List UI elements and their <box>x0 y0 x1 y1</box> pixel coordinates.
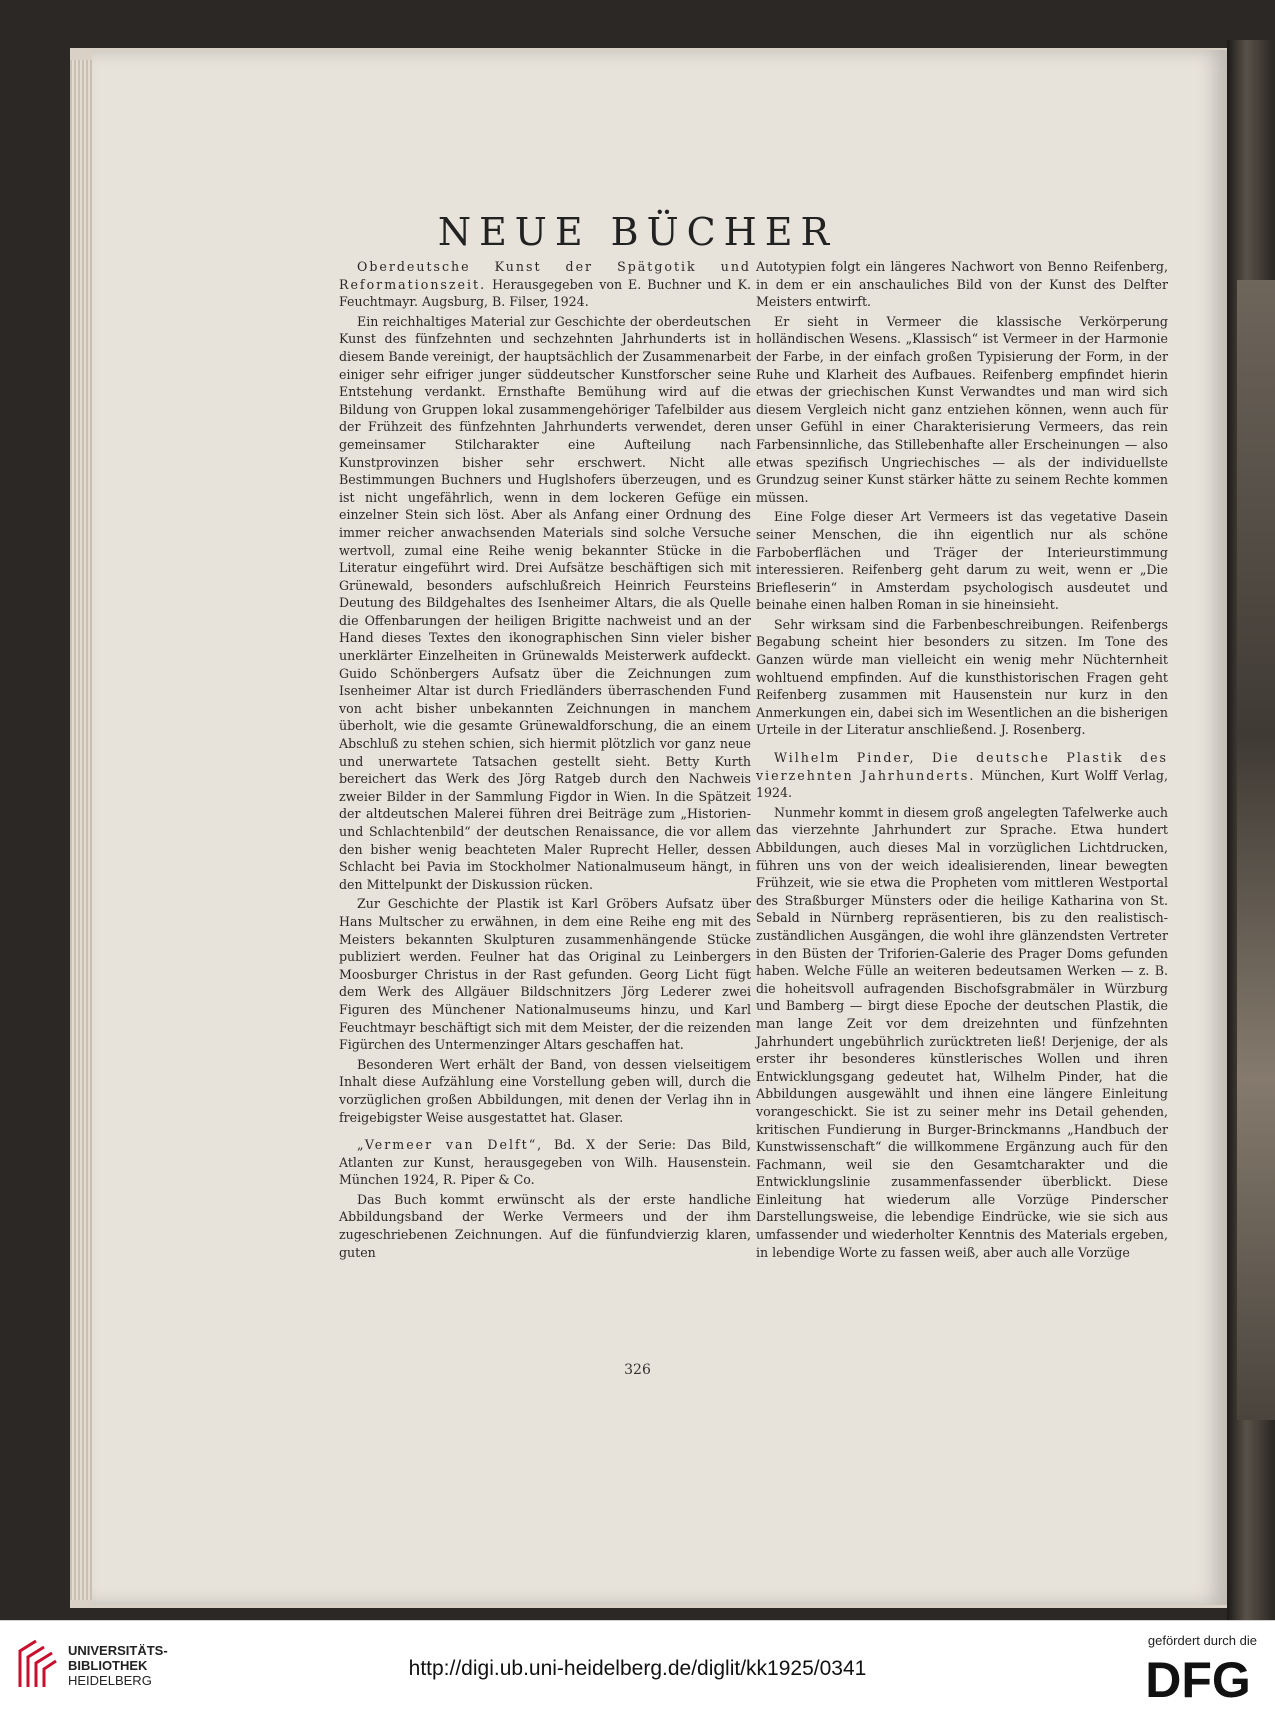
paragraph-text: Er sieht in Vermeer die klassische Verkörperung holländischen Wesens. „Klassisch“ ist Vermeer in der Harmonie der Farbe, in der einfach großen Typisierung der Form, in der Ruhe und Klarheit des Aufbaues. Reifenberg empfindet hierin etwas der griechischen Kunst Verwandtes und man wird sich diesem Vergleich nicht ganz entziehen können, wenn auch für unser Gefühl in einer Charakterisierung Vermeers, das rein Farbensinnliche, das Stillebenhafte aller Erscheinungen — also etwas spezifisch Ungriechisches — als der individuellste Grundzug seiner Kunst stärker hätte zu seinem Rechte kommen müssen. <box>756 313 1168 505</box>
paragraph <box>339 1056 751 1126</box>
facing-page-photo <box>1237 280 1275 1420</box>
institution-line-2: BIBLIOTHEK <box>68 1658 148 1673</box>
footer-bar <box>0 1620 1275 1713</box>
dfg-logo-text: DFG <box>1145 1653 1251 1703</box>
paragraph <box>339 258 751 311</box>
paragraph-text: Ein reichhaltiges Material zur Geschichte der oberdeutschen Kunst des fünfzehnten und sechzehnten Jahrhunderts ist in diesem Bande vereinigt, der hauptsächlich der Zusammenarbeit einiger sehr eifriger junger süddeutscher Kunstforscher seine Entstehung verdankt. Ernsthafte Bemühung wird auf die Bildung von Gruppen lokal zusammengehöriger Tafelbilder aus der Frühzeit des fünfzehnten Jahrhunderts verwendet, deren gemeinsamer Stilcharakter eine Aufteilung nach Kunstprovinzen bisher sehr erschwert. Nicht alle Bestimmungen Buchners und Huglshofers überzeugen, und es ist nicht ungefährlich, wenn in dem lockeren Gefüge ein einzelner Stein sich löst. Aber als Anfang einer Ordnung des immer reicher anwachsenden Materials sind solche Versuche wertvoll, zumal eine Reihe wenig bekannter Stücke in die Literatur eingeführt wird. Drei Aufsätze beschäftigen sich mit Grünewald, besonders aufschlußreich Heinrich Feursteins Deutung des Bildgehaltes des Isenheimer Altars, die als Quelle die Offenbarungen der heiligen Brigitte nachweist und an der Hand dieses Textes den ikonographischen Sinn vieler bisher unerklärter Einzelheiten in Grünewalds Meisterwerk aufdeckt. Guido Schönbergers Aufsatz über die Zeichnungen zum Isenheimer Altar ist durch Friedländers überraschenden Fund von acht bisher unbekannten Zeichnungen in manchem überholt, wie die gesamte Grünewaldforschung, die an einem Abschluß zu stehen schien, sich hiermit plötzlich vor ganz neue und unerwartete Tatsachen gestellt sieht. Betty Kurth bereichert das Werk des Jörg Ratgeb durch den Nachweis zweier Bilder in der Sammlung Figdor in Wien. In die Spätzeit der altdeutschen Malerei führen drei Beiträge zum „Historien- und Schlachtenbild“ der deutschen Renaissance, die vor allem den bisher wenig beachteten Maler Ruprecht Heller, dessen Schlacht bei Pavia im Stockholmer Nationalmuseum hängt, in den Mittelpunkt der Diskussion rücken. <box>339 313 751 892</box>
paragraph-text: Nunmehr kommt in diesem groß angelegten Tafelwerke auch das vierzehnte Jahrhundert zur Sprache. Etwa hundert Abbildungen, auch dieses Mal in vorzüglichen Lichtdrucken, führen uns von der weich idealisierenden, linear bewegten Frühzeit, wie sie etwa die Propheten vom mittleren Westportal des Straßburger Münsters oder die heilige Katharina von St. Sebald in Nürnberg repräsentieren, bis zu den realistisch-zuständlichen Ausgängen, die wohl ihre glänzendsten Vertreter in den Büsten der Triforien-Galerie des Prager Doms gefunden haben. Welche Fülle an weiteren bedeutsamen Werken — z. B. die hoheitsvoll aufragenden Bischofsgrabmäler in Würzburg und Bamberg — birgt diese Epoche der deutschen Plastik, die man lange Zeit vor dem dreizehnten und fünfzehnten Jahrhundert ungebührlich zurücktreten ließ! Derjenige, der als erster ihr besonderes künstlerisches Wollen und ihren Entwicklungsgang gedeutet hat, Wilhelm Pinder, hat die Abbildungen ausgewählt und ihnen eine längere Einleitung vorangeschickt. Sie ist zu seiner mehr ins Detail gehenden, kritischen Fundierung in Burger-Brinckmanns „Handbuch der Kunstwissenschaft“ die willkommene Ergänzung auch für den Fachmann, weil sie den Gesamtcharakter und die Entwicklungslinie zusammenfassender überblickt. Diese Einleitung hat wiederum alle Vorzüge Pinderscher Darstellungsweise, die lebendige Eindrücke, wie sie sich aus umfassender und wiederholter Kenntnis des Materials ergeben, in lebendige Worte zu fassen weiß, aber auch alle Vorzüge <box>756 804 1168 1260</box>
paragraph <box>756 749 1168 802</box>
paragraph-text: Besonderen Wert erhält der Band, von dessen vielseitigem Inhalt diese Aufzählung eine Vorstellung geben will, durch die vorzüglichen großen Abbildungen, mit denen der Verlag ihn in freigebigster Weise ausgestattet hat. Glaser. <box>339 1056 751 1125</box>
paragraph <box>756 804 1168 1261</box>
paragraph-text: Bd. X der Serie: Das Bild, Atlanten zur Kunst, herausgegeben von Wilh. Hausenstein. München 1924, R. Piper & Co. <box>339 1137 751 1188</box>
institution-line-3: HEIDELBERG <box>68 1673 152 1688</box>
institution-line-1: UNIVERSITÄTS- <box>68 1643 168 1658</box>
left-column <box>339 258 751 1263</box>
paragraph <box>339 1136 751 1189</box>
paragraph-text: Autotypien folgt ein längeres Nachwort von Benno Reifenberg, in dem er ein anschauliches Bild von der Kunst des Delfter Meisters entwirft. <box>756 259 1168 310</box>
paragraph <box>339 1191 751 1261</box>
paragraph-text: München, Kurt Wolff Verlag, 1924. <box>756 767 1168 801</box>
page-title: NEUE BÜCHER <box>437 210 838 254</box>
paragraph <box>756 313 1168 507</box>
right-column <box>756 258 1168 1263</box>
review-heading: Oberdeutsche Kunst der Spätgotik und Reformationszeit. <box>339 259 751 292</box>
paragraph-text: Zur Geschichte der Plastik ist Karl Gröbers Aufsatz über Hans Multscher zu erwähnen, in dem eine Reihe eng mit des Meisters bekannten Skulpturen zusammenhängende Stücke publiziert werden. Feulner hat das Original zu Leinbergers Moosburger Christus in der Rast gefunden. Georg Licht fügt dem Werk des Allgäuer Bildschnitzers Jörg Lederer zwei Figuren des Münchener Nationalmuseums hinzu, und Karl Feuchtmayr beschäftigt sich mit dem Meister, der die reizenden Figürchen des Untermenzinger Altars geschaffen hat. <box>339 896 751 1053</box>
paragraph-text: Herausgegeben von E. Buchner und K. Feuchtmayr. Augsburg, B. Filser, 1924. <box>339 276 751 310</box>
paragraph <box>756 258 1168 311</box>
paragraph <box>339 895 751 1053</box>
paragraph <box>756 508 1168 614</box>
paragraph <box>339 313 751 894</box>
page-number: 326 <box>624 1362 651 1378</box>
sponsor-label: gefördert durch die <box>1147 1633 1257 1648</box>
dfg-logo-icon <box>1135 1653 1261 1703</box>
review-heading: „Vermeer van Delft“, <box>357 1137 544 1153</box>
paragraph <box>756 616 1168 739</box>
paragraph-text: Sehr wirksam sind die Farbenbeschreibungen. Reifenbergs Begabung scheint hier besonders zu sitzen. Im Tone des Ganzen würde man vielleicht ein wenig mehr Nüchternheit wohltuend empfinden. Auf die kunsthistorischen Fragen geht Reifenberg zusammen mit Hausenstein nur kurz in den Anmerkungen ein, dabei sich im Wesentlichen an die bisherigen Urteile in der Literatur anschließend. J. Rosenberg. <box>756 616 1168 738</box>
paragraph-text: Das Buch kommt erwünscht als der erste handliche Abbildungsband der Werke Vermeers und der ihm zugeschriebenen Zeichnungen. Auf die fünfundvierzig klaren, guten <box>339 1191 751 1260</box>
permalink-url[interactable]: http://digi.ub.uni-heidelberg.de/diglit/kk1925/0341 <box>408 1657 867 1680</box>
paragraph-text: Eine Folge dieser Art Vermeers ist das vegetative Dasein seiner Menschen, die ihn eigentlich nur als schöne Farboberflächen und Träger der Interieurstimmung interessieren. Reifenberg geht darum zu weit, wenn er „Die Briefleserin“ in Amsterdam psychologisch ausdeutet und beinahe einen halben Roman in sie hineinsieht. <box>756 509 1168 613</box>
review-heading: Wilhelm Pinder, Die deutsche Plastik des vierzehnten Jahrhunderts. <box>756 750 1168 783</box>
